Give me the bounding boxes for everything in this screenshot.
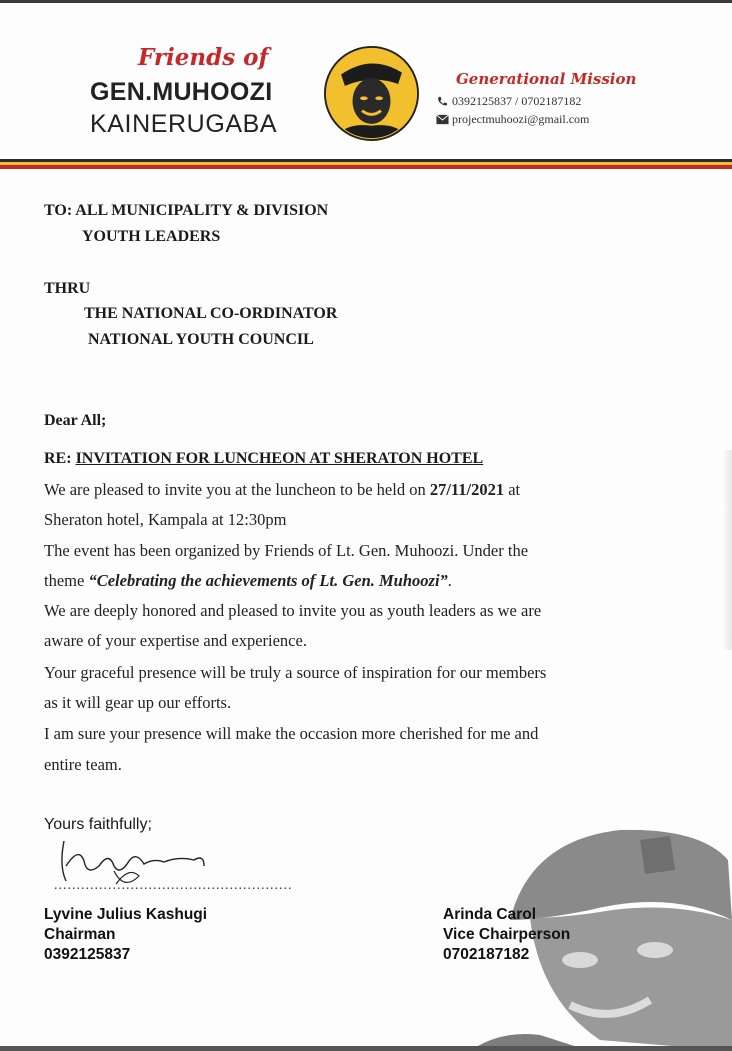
phone-numbers: 0392125837 / 0702187182	[452, 94, 582, 108]
thru-line-1: THE NATIONAL CO-ORDINATOR	[84, 305, 338, 322]
signature-line: .....................................................	[54, 878, 293, 893]
org-friends-of: Friends of	[138, 44, 269, 71]
signatory-2-title: Vice Chairperson	[443, 926, 571, 943]
org-name: GEN.MUHOOZI	[90, 78, 273, 106]
contact-phone	[436, 94, 581, 109]
subject-title: INVITATION FOR LUNCHEON AT SHERATON HOTEL	[75, 450, 484, 467]
to-line-2: YOUTH LEADERS	[82, 228, 221, 245]
body-line-3: The event has been organized by Friends of Lt. Gen. Muhoozi. Under the	[44, 541, 529, 560]
subject-prefix: RE:	[44, 450, 72, 467]
body-line-9: I am sure your presence will make the occasion more cherished for me and	[44, 724, 539, 743]
signatory-1-phone: 0392125837	[44, 946, 131, 963]
page-edge-shadow	[722, 450, 732, 650]
closing: Yours faithfully;	[44, 816, 152, 833]
body-line-6: aware of your expertise and experience.	[44, 631, 307, 650]
subject-line	[44, 450, 483, 468]
email-address: projectmuhoozi@gmail.com	[452, 112, 590, 126]
envelope-icon	[436, 114, 449, 125]
body-line-5: We are deeply honored and pleased to invite you as youth leaders as we are	[44, 601, 542, 620]
top-border	[0, 0, 732, 3]
body-line-8: as it will gear up our efforts.	[44, 693, 232, 712]
contact-email	[436, 112, 589, 127]
portrait-logo	[324, 46, 419, 141]
signatory-1-name: Lyvine Julius Kashugi	[44, 906, 208, 923]
generational-mission: Generational Mission	[456, 70, 637, 88]
event-theme: “Celebrating the achievements of Lt. Gen. Muhoozi”	[88, 571, 448, 590]
body-line-4: theme “Celebrating the achievements of Lt. Gen. Muhoozi”.	[44, 571, 452, 590]
body-line-7: Your graceful presence will be truly a source of inspiration for our members	[44, 663, 547, 682]
org-surname: KAINERUGABA	[90, 110, 278, 138]
bottom-bar	[0, 1046, 732, 1051]
body-line-2: Sheraton hotel, Kampala at 12:30pm	[44, 510, 287, 529]
salutation: Dear All;	[44, 412, 107, 429]
signatory-2-phone: 0702187182	[443, 946, 530, 963]
thru-label: THRU	[44, 280, 91, 297]
event-date: 27/11/2021	[429, 480, 505, 499]
to-line-1: TO: ALL MUNICIPALITY & DIVISION	[44, 202, 329, 219]
header-rule-red	[0, 165, 732, 169]
phone-icon	[436, 96, 449, 107]
thru-line-2: NATIONAL YOUTH COUNCIL	[88, 331, 314, 348]
signatory-2-name: Arinda Carol	[443, 906, 537, 923]
body-line-1: We are pleased to invite you at the luncheon to be held on 27/11/2021 at	[44, 480, 521, 499]
body-line-10: entire team.	[44, 755, 122, 774]
signatory-1-title: Chairman	[44, 926, 116, 943]
